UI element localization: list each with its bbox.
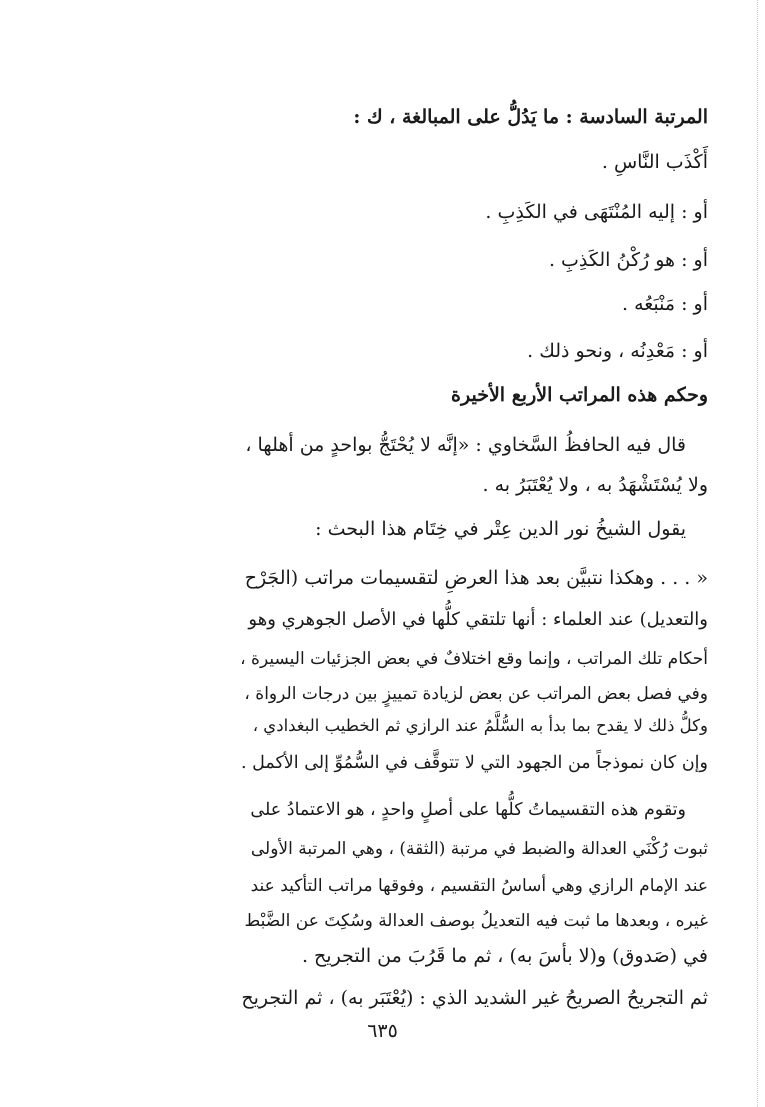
text-line: ثبوت رُكْنَي العدالة والضبط في مرتبة (الثقة) ، وهي المرتبة الأولى	[250, 839, 708, 859]
page-edge	[757, 0, 759, 1107]
page-number: ٦٣٥	[367, 1020, 398, 1042]
text-line: أَكْذَب النَّاسِ .	[601, 151, 708, 173]
section-heading: وحكم هذه المراتب الأربع الأخيرة	[451, 384, 708, 406]
text-line: عند الإمام الرازي وهي أساسُ التقسيم ، وفوقها مراتب التأكيد عند	[250, 876, 708, 896]
text-line: وتقوم هذه التقسيماتُ كلُّها على أصلٍ واحدٍ ، هو الاعتمادُ على	[250, 800, 686, 820]
text-line: « . . . وهكذا نتبيَّن بعد هذا العرضِ لتقسيمات مراتب (الجَرْح	[244, 567, 708, 589]
text-line: والتعديل) عند العلماء : أنها تلتقي كلُّها في الأصل الجوهري وهو	[248, 609, 708, 630]
text-line: ولا يُسْتَشْهَدُ به ، ولا يُعْتَبَرُ به .	[482, 474, 708, 496]
text-line: وكلُّ ذلك لا يقدح بما بدأ به السُّلَّمُ عند الرازي ثم الخطيب البغدادي ،	[252, 716, 708, 735]
text-line: وفي فصل بعض المراتب عن بعض لزيادة تمييزٍ بين درجات الرواة ،	[244, 684, 708, 704]
text-line: أو : إليه المُنْتَهَى في الكَذِبِ .	[485, 201, 708, 223]
text-line: أو : مَعْدِنُه ، ونحو ذلك .	[527, 340, 708, 362]
text-line: أو : مَنْبَعُه .	[621, 293, 708, 315]
text-line: في (صَدوق) و(لا بأسَ به) ، ثم ما قَرُبَ من التجريح .	[301, 945, 708, 967]
text-line: غيره ، وبعدها ما ثبت فيه التعديلُ بوصف العدالة وسُكِتَ عن الضَّبْط	[244, 911, 708, 931]
text-line: قال فيه الحافظُ السَّخاوي : «إنَّه لا يُحْتَجُّ بواحدٍ من أهلها ،	[245, 434, 686, 456]
text-line: وإن كان نموذجاً من الجهود التي لا تتوقَّف في السُّمُوِّ إلى الأكمل .	[240, 753, 708, 773]
text-line: يقول الشيخُ نور الدين عِتْر في خِتَام هذا البحث :	[315, 518, 686, 540]
text-line: أو : هو رُكْنُ الكَذِبِ .	[548, 249, 708, 271]
text-line: المرتبة السادسة : ما يَدُلُّ على المبالغة ، ك :	[353, 106, 708, 128]
text-line: ثم التجريحُ الصريحُ غير الشديد الذي : (يُعْتَبَر به) ، ثم التجريح	[241, 987, 708, 1009]
text-line: أحكام تلك المراتب ، وإنما وقع اختلافٌ في بعض الجزئيات اليسيرة ،	[240, 649, 708, 669]
